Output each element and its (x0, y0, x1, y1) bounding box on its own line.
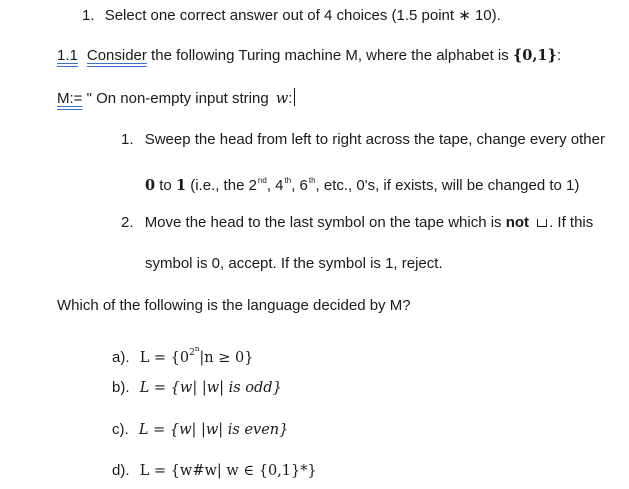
option-d-expr: L = {w#w| w ∈ {0,1}*} (139, 463, 317, 479)
subquestion-line (57, 46, 561, 66)
option-a-expr: $L = \{0^{2^n}|n \ge 0\}$ (139, 345, 254, 366)
step-2-line-1 (121, 213, 593, 233)
step-1-zero: 0 (145, 177, 156, 194)
step-2-text-b: . If this (549, 214, 594, 231)
option-d-label: d). (112, 462, 130, 479)
option-b-expr: L = {w| |w| is odd} (139, 380, 282, 396)
ordinal-nd: nd (257, 176, 267, 185)
machine-colon: : (288, 90, 293, 107)
machine-prefix: M:= (57, 90, 83, 107)
question-header (82, 6, 501, 26)
subquestion-number: 1.1 (57, 47, 78, 64)
step-1-sep1: , 4 (266, 177, 284, 194)
subquestion-text: the following Turing machine M, where the alphabet is (146, 47, 513, 64)
step-1-text: Sweep the head from left to right across the tape, change every other (144, 131, 605, 148)
alphabet-set: {0,1} (512, 47, 557, 64)
step-1-line-2 (145, 171, 579, 196)
step-2-line2-text: symbol is 0, accept. If the symbol is 1, reject. (145, 255, 443, 272)
step-1-sep2: , 6 (291, 177, 308, 194)
question-prompt: Which of the following is the language decided by M? (57, 297, 411, 314)
step-2-not: not (505, 214, 530, 231)
step-1-one: 1 (175, 177, 187, 194)
option-c-expr: L = {w| |w| is even} (138, 422, 289, 438)
subquestion-colon: : (556, 47, 561, 64)
option-c-label: c). (112, 421, 129, 438)
option-a-label: a). (112, 349, 130, 366)
option-b-label: b). (112, 379, 130, 396)
step-1-to: to (155, 177, 176, 194)
option-c[interactable] (112, 420, 288, 440)
option-a[interactable] (112, 339, 253, 368)
question-header-text: Select one correct answer out of 4 choices (1.5 point ∗ 10). (104, 7, 501, 24)
ordinal-th-2: th (308, 176, 316, 185)
machine-text: " On non-empty input string (82, 90, 273, 107)
subquestion-consider: Consider (86, 47, 147, 64)
option-b[interactable] (112, 378, 282, 398)
machine-definition-line (57, 88, 295, 109)
step-2-number: 2. (121, 214, 134, 231)
question-number: 1. (82, 7, 95, 24)
blank-symbol-icon (537, 219, 547, 227)
step-1-rest: , etc., 0's, if exists, will be changed to 1) (315, 177, 580, 194)
step-1-ie: (i.e., the 2 (186, 177, 257, 194)
step-1-number: 1. (121, 131, 134, 148)
machine-var: w (275, 91, 289, 107)
step-2-line-2 (145, 254, 443, 274)
ordinal-th-1: th (284, 176, 292, 185)
step-1-line-1 (121, 130, 605, 150)
option-d[interactable] (112, 461, 317, 481)
step-2-text-a: Move the head to the last symbol on the tape which is (144, 214, 506, 231)
text-cursor (294, 88, 295, 106)
